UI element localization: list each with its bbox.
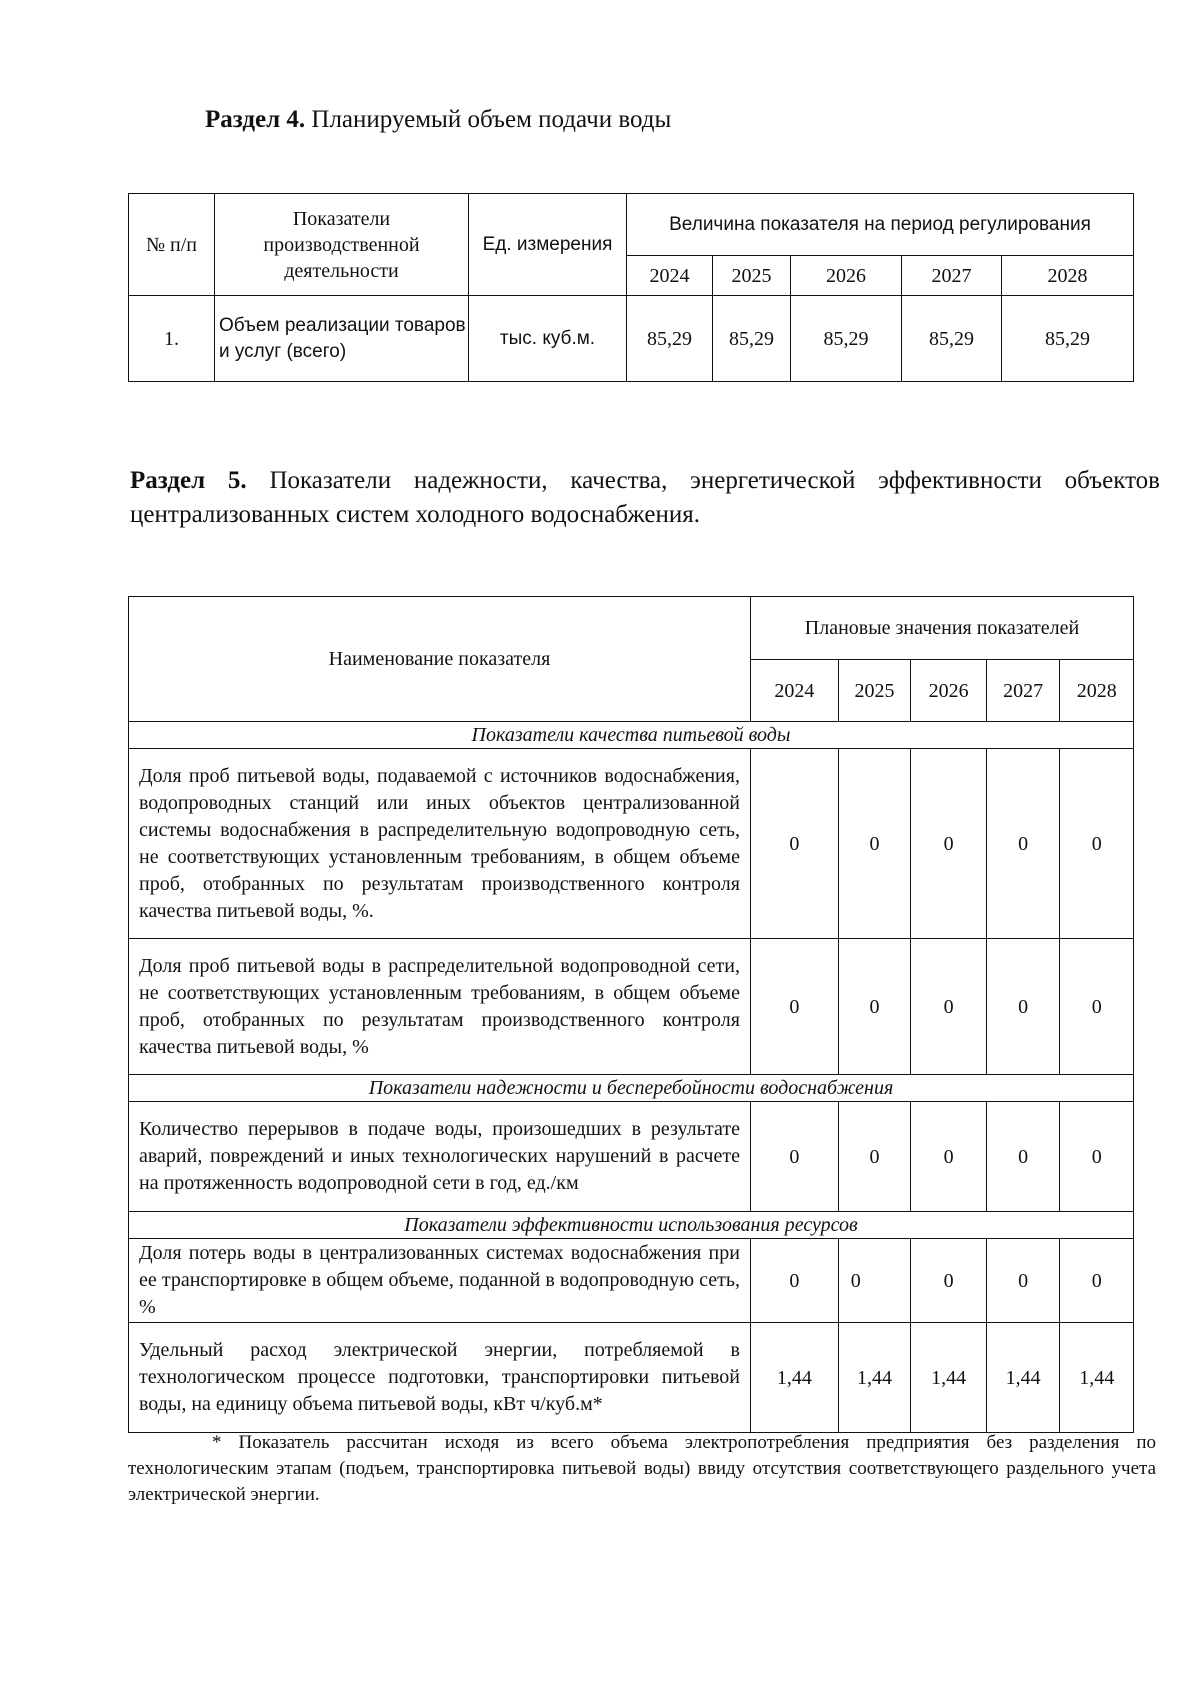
header-year: 2025 — [713, 256, 791, 296]
indicator-name: Доля проб питьевой воды в распределительной водопроводной сети, не соответствующих установленным требованиям, в общем объеме проб, отобранных по результатам производственного контроля качества питьевой воды, % — [129, 939, 751, 1075]
indicator-value: 0 — [911, 939, 987, 1075]
header-year: 2024 — [750, 660, 838, 722]
indicator-value: 1,44 — [838, 1323, 911, 1433]
indicator-name: Доля потерь воды в централизованных системах водоснабжения при ее транспортировке в общем объеме, поданной в водопроводную сеть, % — [129, 1239, 751, 1323]
group-title: Показатели эффективности использования ресурсов — [129, 1212, 1134, 1239]
table-row — [129, 1323, 1134, 1433]
indicator-value: 0 — [911, 749, 987, 939]
section4-heading-text: Планируемый объем подачи воды — [305, 106, 672, 133]
row-value: 85,29 — [713, 296, 791, 382]
header-unit: Ед. измерения — [469, 194, 627, 296]
header-indicator: Показатели производственной деятельности — [215, 194, 469, 296]
table-row — [129, 1239, 1134, 1323]
header-year: 2028 — [1060, 660, 1134, 722]
indicator-value: 0 — [986, 749, 1060, 939]
section5-heading-text: Показатели надежности, качества, энергетической эффективности объектов централизованных систем холодного водоснабжения. — [130, 467, 1160, 528]
header-name: Наименование показателя — [129, 597, 751, 722]
indicator-value: 1,44 — [911, 1323, 987, 1433]
header-year: 2027 — [986, 660, 1060, 722]
section5-heading-bold: Раздел 5. — [130, 467, 247, 494]
indicator-name: Количество перерывов в подаче воды, произошедших в результате аварий, повреждений и иных технологических нарушений в расчете на протяженность водопроводной сети в год, ед./км — [129, 1102, 751, 1212]
footnote-text: * Показатель рассчитан исходя из всего объема электропотребления предприятия без разделения по технологическим этапам (подъем, транспортировка питьевой воды) ввиду отсутствия соответствующего раздельного учета электрической энергии. — [128, 1432, 1156, 1505]
header-year: 2028 — [1002, 256, 1134, 296]
table-row — [129, 1102, 1134, 1212]
row-indicator: Объем реализации товаров и услуг (всего) — [215, 296, 469, 382]
indicator-value: 0 — [1060, 1102, 1134, 1212]
footnote — [128, 1430, 1156, 1508]
indicator-value: 0 — [750, 939, 838, 1075]
indicator-name: Доля проб питьевой воды, подаваемой с источников водоснабжения, водопроводных станций или иных объектов централизованной системы водоснабжения в распределительную водопроводную сеть, не соответствующих установленным требованиям, в общем объеме проб, отобранных по результатам производственного контроля качества питьевой воды, %. — [129, 749, 751, 939]
indicator-value: 1,44 — [986, 1323, 1060, 1433]
group-title: Показатели надежности и бесперебойности водоснабжения — [129, 1075, 1134, 1102]
row-num: 1. — [129, 296, 215, 382]
indicator-value: 1,44 — [750, 1323, 838, 1433]
table-row — [129, 296, 1134, 382]
indicator-value: 0 — [750, 1239, 838, 1323]
row-unit: тыс. куб.м. — [469, 296, 627, 382]
water-supply-volume-table — [128, 193, 1134, 382]
indicator-value: 0 — [911, 1239, 987, 1323]
indicator-value: 0 — [986, 1102, 1060, 1212]
indicator-value: 0 — [750, 1102, 838, 1212]
table-row — [129, 749, 1134, 939]
indicator-name: Удельный расход электрической энергии, потребляемой в технологическом процессе подготовки, транспортировки питьевой воды, на единицу объема питьевой воды, кВт ч/куб.м* — [129, 1323, 751, 1433]
row-value: 85,29 — [791, 296, 902, 382]
header-year: 2026 — [791, 256, 902, 296]
header-year: 2027 — [902, 256, 1002, 296]
quality-indicators-table — [128, 596, 1134, 1433]
indicator-value: 0 — [750, 749, 838, 939]
indicator-value: 0 — [1060, 939, 1134, 1075]
indicator-value: 0 — [1060, 1239, 1134, 1323]
indicator-value: 0 — [838, 939, 911, 1075]
table-row — [129, 939, 1134, 1075]
row-value: 85,29 — [627, 296, 713, 382]
header-year: 2026 — [911, 660, 987, 722]
indicator-value: 0 — [986, 939, 1060, 1075]
indicator-value: 0 — [838, 1102, 911, 1212]
row-value: 85,29 — [902, 296, 1002, 382]
indicator-value: 0 — [838, 1239, 911, 1323]
indicator-value: 1,44 — [1060, 1323, 1134, 1433]
header-year: 2025 — [838, 660, 911, 722]
section4-heading-bold: Раздел 4. — [205, 106, 306, 133]
indicator-value: 0 — [1060, 749, 1134, 939]
header-period: Величина показателя на период регулирования — [627, 194, 1134, 256]
indicator-value: 0 — [986, 1239, 1060, 1323]
header-num: № п/п — [129, 194, 215, 296]
indicator-value: 0 — [838, 749, 911, 939]
header-plan: Плановые значения показателей — [750, 597, 1133, 660]
header-year: 2024 — [627, 256, 713, 296]
section5-heading — [130, 464, 1160, 532]
section4-heading — [205, 103, 671, 137]
group-title: Показатели качества питьевой воды — [129, 722, 1134, 749]
row-value: 85,29 — [1002, 296, 1134, 382]
indicator-value: 0 — [911, 1102, 987, 1212]
